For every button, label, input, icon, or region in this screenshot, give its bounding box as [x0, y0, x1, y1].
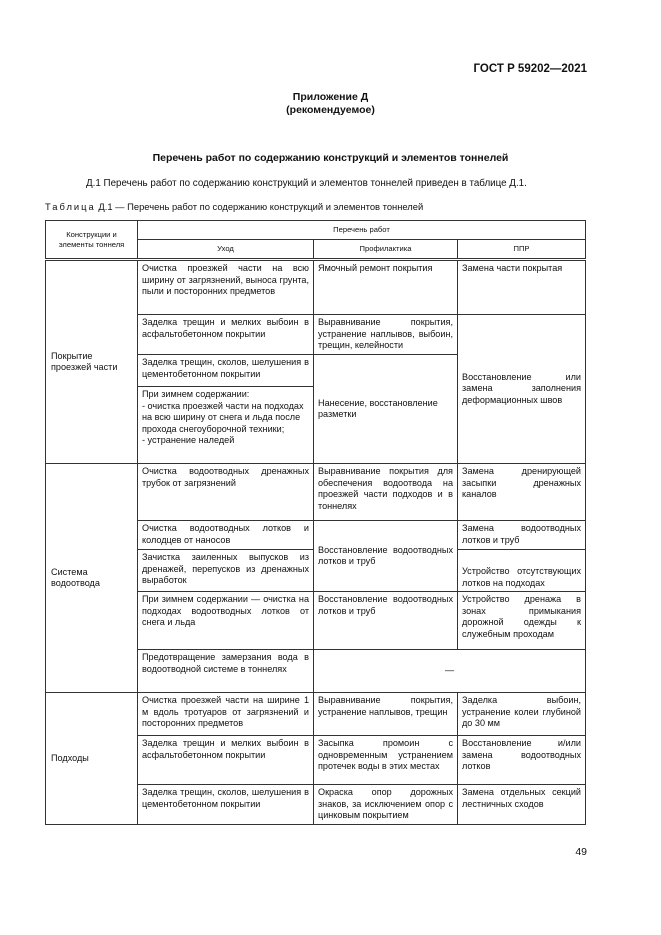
prevention-cell: Нанесение, восстановление разметки [314, 355, 458, 464]
intro-paragraph: Д.1 Перечень работ по содержанию конструкций и элементов тоннелей приведен в таблице Д.1. [86, 178, 527, 189]
group-drainage: Система водоотвода [46, 464, 138, 693]
care-cell: Заделка трещин и мелких выбоин в асфальтобетонном покрытии [138, 315, 314, 355]
ppr-cell: Восстановление и/или замена водоотводных лотков [458, 736, 586, 785]
appendix-heading [0, 91, 661, 117]
table-caption [45, 201, 423, 212]
header-prevention: Профилактика [314, 240, 458, 260]
care-cell: Предотвращение замерзания вода в водоотводной системе в тоннелях [138, 650, 314, 693]
header-ppr: ППР [458, 240, 586, 260]
table-caption-text: Д.1 — Перечень работ по содержанию конструкций и элементов тоннелей [98, 201, 424, 212]
table-row [46, 693, 586, 736]
care-cell: При зимнем содержании: - очистка проезжей части на подходах на всю ширину от снега и льда после прохода снегоуборочной техники; - устранение наледей [138, 387, 314, 464]
appendix-title: Приложение Д [292, 91, 369, 103]
works-table [45, 220, 586, 825]
section-title: Перечень работ по содержанию конструкций и элементов тоннелей [152, 152, 509, 164]
ppr-cell: Восстановление или замена заполнения деформационных швов [458, 315, 586, 464]
prevention-cell: Засыпка промоин с одновременным устранением протечек воды в этих местах [314, 736, 458, 785]
ppr-cell: Замена водоотводных лотков и труб [458, 521, 586, 550]
prevention-cell: Восстановление водоотводных лотков и труб [314, 592, 458, 650]
appendix-status: (рекомендуемое) [286, 104, 375, 116]
prevention-cell: Выравнивание покрытия, устранение наплывов, трещин [314, 693, 458, 736]
prevention-cell: Восстановление водоотводных лотков и труб [314, 521, 458, 592]
care-cell: Заделка трещин, сколов, шелушения в цементобетонном покрытии [138, 355, 314, 387]
table-caption-word: Таблица [45, 201, 96, 212]
prevention-cell: Выравнивание покрытия, устранение наплывов, выбоин, трещин, келейности [314, 315, 458, 355]
prevention-cell: Окраска опор дорожных знаков, за исключением опор с цинковым покрытием [314, 785, 458, 825]
prevention-cell: Ямочный ремонт покрытия [314, 260, 458, 315]
ppr-cell: Устройство отсутствующих лотков на подходах [458, 550, 586, 592]
care-cell: Зачистка заиленных выпусков из дренажей, перепусков из дренажных выработок [138, 550, 314, 592]
dash-cell: — [314, 650, 586, 693]
header-structures: Конструкции и элементы тоннеля [46, 221, 138, 260]
group-pavement: Покрытие проезжей части [46, 260, 138, 464]
care-cell: Очистка водоотводных лотков и колодцев от наносов [138, 521, 314, 550]
group-approaches: Подходы [46, 693, 138, 825]
prevention-cell: Выравнивание покрытия для обеспечения водоотвода на проезжей части подходов и в тоннелях [314, 464, 458, 521]
ppr-cell: Устройство дренажа в зонах примыкания дорожной одежды к служебным проходам [458, 592, 586, 650]
table-row [46, 260, 586, 315]
page-number: 49 [575, 846, 587, 858]
header-care: Уход [138, 240, 314, 260]
care-cell: Заделка трещин, сколов, шелушения в цементобетонном покрытии [138, 785, 314, 825]
header-works-list: Перечень работ [138, 221, 586, 240]
care-cell: Очистка водоотводных дренажных трубок от загрязнений [138, 464, 314, 521]
ppr-cell: Замена части покрытая [458, 260, 586, 315]
ppr-cell: Замена отдельных секций лестничных сходов [458, 785, 586, 825]
table-row [46, 464, 586, 521]
standard-number: ГОСТ Р 59202—2021 [473, 63, 587, 75]
care-cell: Очистка проезжей части на всю ширину от загрязнений, выноса грунта, пыли и посторонних предметов [138, 260, 314, 315]
ppr-cell: Замена дренирующей засыпки дренажных каналов [458, 464, 586, 521]
care-cell: При зимнем содержании — очистка на подходах водоотводных лотков от снега и льда [138, 592, 314, 650]
ppr-cell: Заделка выбоин, устранение колеи глубиной до 30 мм [458, 693, 586, 736]
care-cell: Очистка проезжей части на ширине 1 м вдоль тротуаров от загрязнений и посторонних предметов [138, 693, 314, 736]
care-cell: Заделка трещин и мелких выбоин в асфальтобетонном покрытии [138, 736, 314, 785]
